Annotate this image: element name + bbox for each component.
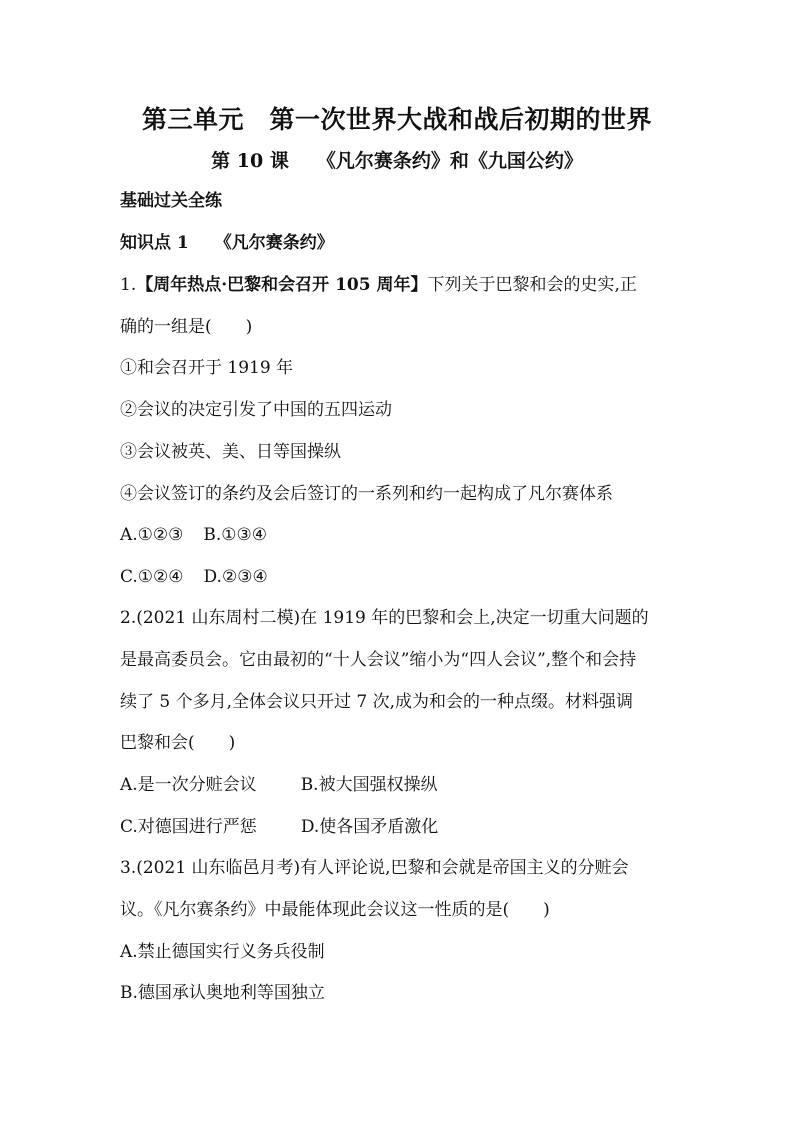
question-1-option-d: D.②③④ <box>203 567 268 587</box>
question-1-option-c: C.①②④ <box>120 567 184 587</box>
lesson-number: 第 10 课 <box>211 150 289 172</box>
question-3-option-b: B.德国承认奥地利等国独立 <box>120 983 325 1003</box>
question-1-stem-line: 下列关于巴黎和会的史实,正 <box>427 275 637 295</box>
question-2-stem-line: 续了 5 个多月,全体会议只开过 7 次,成为和会的一种点缀。材料强调 <box>120 692 634 712</box>
question-2-stem-line: (2021 山东周村二模)在 1919 年的巴黎和会上,决定一切重大问题的 <box>136 608 649 628</box>
question-1-statement: ②会议的决定引发了中国的五四运动 <box>120 400 392 420</box>
question-2-stem-line: 是最高委员会。它由最初的“十人会议”缩小为“四人会议”,整个和会持 <box>120 650 637 670</box>
unit-title: 第三单元 第一次世界大战和战后初期的世界 <box>141 105 652 134</box>
question-3-number: 3. <box>120 858 137 878</box>
question-2-option-c: C.对德国进行严惩 <box>120 817 257 837</box>
question-1-statement: ①和会召开于 1919 年 <box>120 358 294 378</box>
question-2-option-d: D.使各国矛盾激化 <box>300 817 439 837</box>
question-1-statement: ④会议签订的条约及会后签订的一系列和约一起构成了凡尔赛体系 <box>120 484 613 504</box>
question-1-stem-line: 确的一组是( ) <box>120 317 253 337</box>
question-2-line-1 <box>120 607 680 629</box>
question-3-stem-line: 议。《凡尔赛条约》中最能体现此会议这一性质的是( ) <box>120 900 550 920</box>
knowledge-point-heading <box>120 232 680 254</box>
question-3-stem-line: (2021 山东临邑月考)有人评论说,巴黎和会就是帝国主义的分赃会 <box>136 858 629 878</box>
question-2-options-row-2 <box>120 816 680 838</box>
question-2-stem-line: 巴黎和会( ) <box>120 733 236 753</box>
question-1-number: 1. <box>120 275 137 295</box>
question-1-options-row-1 <box>120 524 680 546</box>
question-2-option-b: B.被大国强权操纵 <box>300 775 438 795</box>
question-3-option-a: A.禁止德国实行义务兵役制 <box>120 942 325 962</box>
question-2-option-a: A.是一次分赃会议 <box>120 775 257 795</box>
question-3-line-1 <box>120 857 680 879</box>
question-1-line-1 <box>120 274 680 296</box>
question-2-options-row-1 <box>120 774 680 796</box>
lesson-title <box>0 146 794 173</box>
knowledge-point-label: 知识点 1 <box>120 233 189 253</box>
question-1-option-b: B.①③④ <box>203 525 268 545</box>
section-heading: 基础过关全练 <box>120 191 222 211</box>
lesson-name: 《凡尔赛条约》和《九国公约》 <box>316 150 583 172</box>
question-1-options-row-2 <box>120 566 680 588</box>
question-1-statement: ③会议被英、美、日等国操纵 <box>120 442 341 462</box>
question-1-tag: 【周年热点·巴黎和会召开 105 周年】 <box>136 275 428 295</box>
question-2-number: 2. <box>120 608 137 628</box>
knowledge-point-topic: 《凡尔赛条约》 <box>214 233 334 253</box>
question-1-option-a: A.①②③ <box>120 525 184 545</box>
